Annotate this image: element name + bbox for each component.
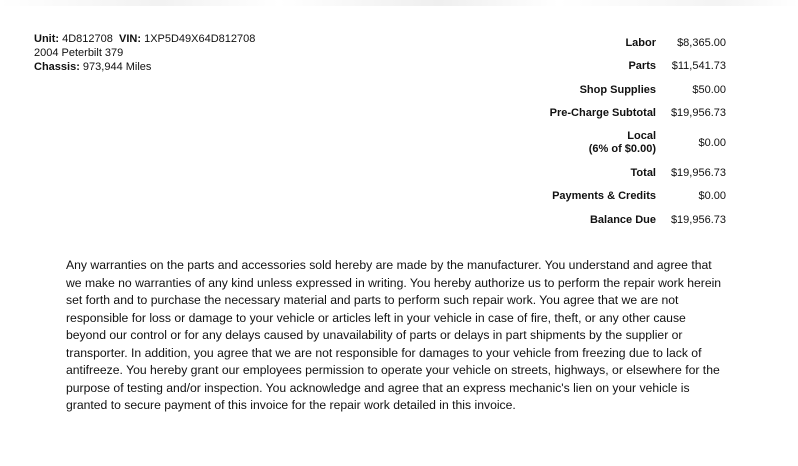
chassis-line: [34, 60, 255, 74]
totals-amount: $8,365.00: [677, 36, 726, 49]
totals-row-labor: [550, 31, 726, 55]
local-tax-rate: (6% of $0.00): [588, 143, 656, 155]
totals-row-shop-supplies: [550, 78, 726, 102]
chassis-label: Chassis:: [34, 61, 80, 73]
totals-row-pre-charge-subtotal: [550, 102, 726, 126]
vehicle-model: 2004 Peterbilt 379: [34, 47, 124, 59]
totals-label: Total: [630, 166, 656, 179]
unit-value: 4D812708: [62, 33, 113, 45]
totals-amount: $19,956.73: [670, 107, 726, 120]
unit-label: Unit:: [34, 33, 60, 45]
totals-label: Labor: [625, 36, 656, 49]
totals-row-balance-due: [550, 208, 726, 232]
totals-label: Balance Due: [589, 213, 656, 226]
scan-edge-artifact: [0, 0, 798, 6]
local-tax-label: Local: [627, 130, 656, 142]
totals-amount: $19,956.73: [670, 166, 726, 179]
totals-amount: $50.00: [692, 83, 726, 96]
totals-row-payments-credits: [550, 185, 726, 209]
totals-amount: $19,956.73: [670, 213, 726, 226]
vehicle-info: [34, 32, 255, 74]
chassis-value: 973,944 Miles: [82, 61, 152, 73]
invoice-totals: [550, 31, 726, 232]
vin-label: VIN:: [119, 33, 142, 45]
totals-amount: $0.00: [698, 190, 726, 203]
totals-label: Shop Supplies: [579, 83, 656, 96]
totals-row-parts: [550, 55, 726, 79]
unit-vin-line: [34, 32, 255, 46]
totals-row-total: [550, 161, 726, 185]
totals-amount: $11,541.73: [671, 60, 726, 73]
totals-label: Payments & Credits: [552, 190, 656, 203]
vin-value: 1XP5D49X64D812708: [144, 33, 256, 45]
totals-row-local-tax: [550, 125, 726, 161]
totals-label: Pre-Charge Subtotal: [549, 107, 656, 120]
totals-amount: $0.00: [698, 137, 726, 149]
totals-label: Parts: [628, 60, 656, 73]
warranty-terms-paragraph: Any warranties on the parts and accessories sold hereby are made by the manufacturer. You understand and agree that we make no warranties of any kind unless expressed in writing. You hereby authorize us to perform the repair work herein set forth and to purchase the necessary material and parts to perform such repair work. You agree that we are not responsible for loss or damage to your vehicle or articles left in your vehicle in case of fire, theft, or any other cause beyond our control or for any delays caused by unavailability of parts or delays in part shipments by the supplier or transporter. In addition, you agree that we are not responsible for damages to your vehicle from freezing due to lack of antifreeze. You hereby grant our employees permission to operate your vehicle on streets, highways, or elsewhere for the purpose of testing and/or inspection. You acknowledge and agree that an express mechanic's lien on your vehicle is granted to secure payment of this invoice for the repair work detailed in this invoice.: [66, 258, 722, 412]
totals-label: [550, 125, 666, 161]
